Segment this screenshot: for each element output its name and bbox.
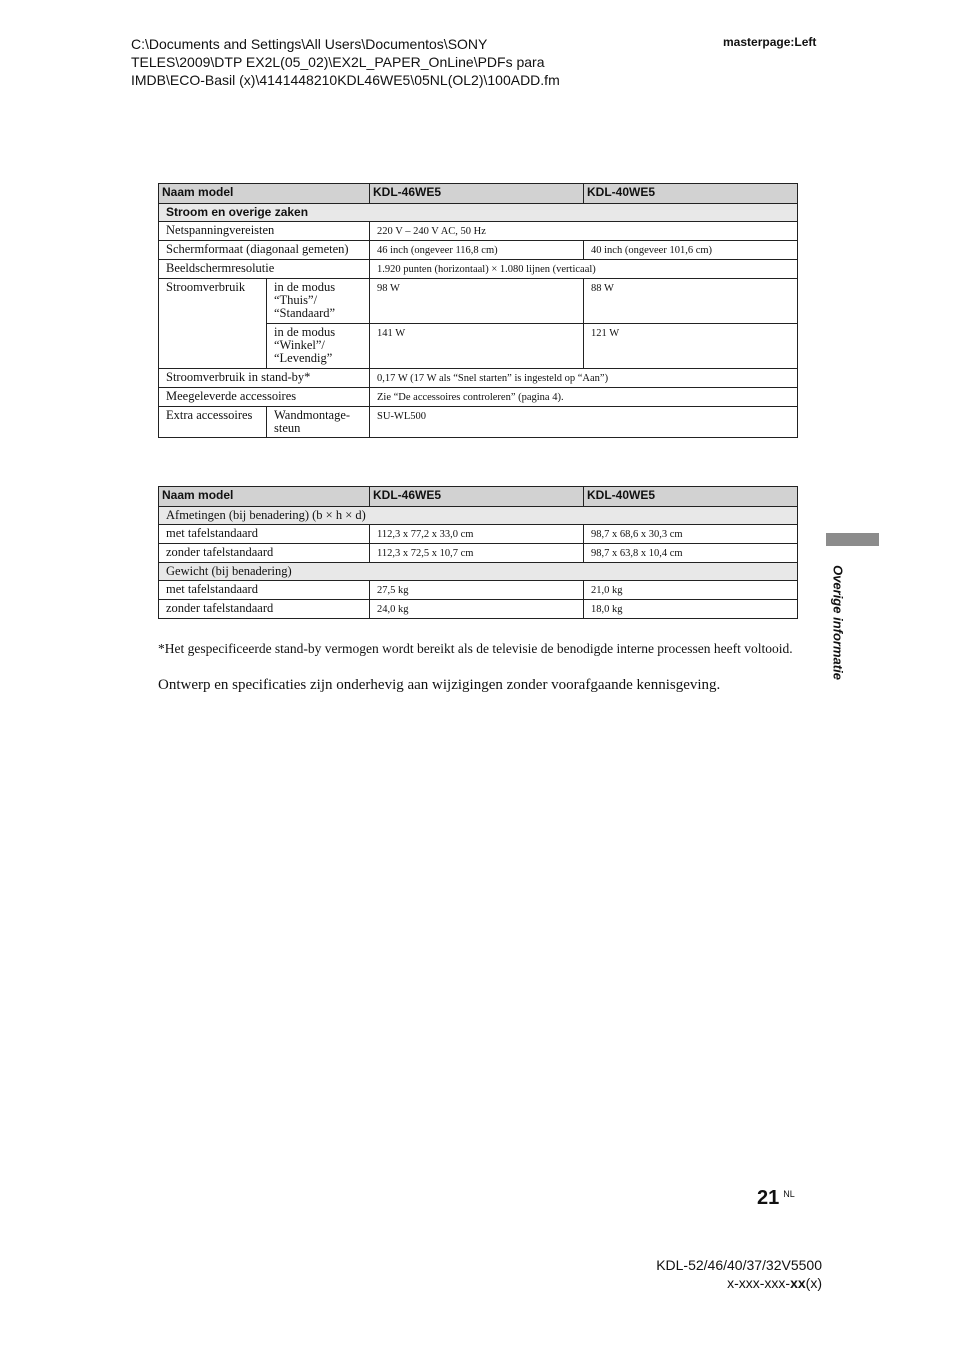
header-kdl40: KDL-40WE5 [584, 184, 798, 204]
page-number-value: 21 [757, 1187, 780, 1209]
row-label: Stroomverbruik in stand-by* [159, 369, 370, 388]
model-numbers: KDL-52/46/40/37/32V5500 [656, 1257, 822, 1273]
power-spec-table [158, 183, 798, 438]
side-tab-marker [826, 533, 879, 546]
dimensions-spec-table [158, 486, 798, 619]
table-row [159, 369, 798, 388]
value-kdl46: 112,3 x 72,5 x 10,7 cm [370, 544, 584, 563]
value-kdl40: 88 W [584, 279, 798, 324]
value-kdl46: 24,0 kg [370, 600, 584, 619]
code-prefix: x-xxx-xxx- [727, 1275, 791, 1291]
table-header-row [159, 184, 798, 204]
header-kdl46: KDL-46WE5 [370, 487, 584, 507]
section-row [159, 204, 798, 222]
code-bold: xx [790, 1275, 806, 1291]
page-language: NL [783, 1189, 795, 1199]
mode-label [267, 279, 370, 324]
table-row [159, 407, 798, 438]
path-line: TELES\2009\DTP EX2L(05_02)\EX2L_PAPER_OnLine\PDFs para [131, 54, 545, 70]
row-value: 1.920 punten (horizontaal) × 1.080 lijnen (verticaal) [370, 260, 798, 279]
path-line: C:\Documents and Settings\All Users\Documentos\SONY [131, 36, 488, 52]
table-row [159, 241, 798, 260]
row-label: Meegeleverde accessoires [159, 388, 370, 407]
table-row [159, 581, 798, 600]
table-row [159, 388, 798, 407]
code-suffix: (x) [805, 1275, 822, 1291]
row-label: met tafelstandaard [159, 581, 370, 600]
section-title: Stroom en overige zaken [159, 204, 798, 222]
row-value: SU-WL500 [370, 407, 798, 438]
row-label: Schermformaat (diagonaal gemeten) [159, 241, 370, 260]
value-kdl40: 18,0 kg [584, 600, 798, 619]
sub-label [267, 407, 370, 438]
value-kdl40: 98,7 x 68,6 x 30,3 cm [584, 525, 798, 544]
value-kdl46: 27,5 kg [370, 581, 584, 600]
row-label: Beeldschermresolutie [159, 260, 370, 279]
section-row [159, 563, 798, 581]
document-code [656, 1274, 822, 1292]
mode-line: in de modus [274, 280, 336, 294]
section-title: Gewicht (bij benadering) [159, 563, 798, 581]
table-row [159, 544, 798, 563]
row-label: zonder tafelstandaard [159, 600, 370, 619]
section-title: Afmetingen (bij benadering) (b × h × d) [159, 507, 798, 525]
value-kdl40: 40 inch (ongeveer 101,6 cm) [584, 241, 798, 260]
value-kdl40: 98,7 x 63,8 x 10,4 cm [584, 544, 798, 563]
table-row [159, 222, 798, 241]
value-kdl46: 112,3 x 77,2 x 33,0 cm [370, 525, 584, 544]
row-label: Extra accessoires [159, 407, 267, 438]
disclaimer: Ontwerp en specificaties zijn onderhevig aan wijzigingen zonder voorafgaande kennisgeving. [158, 677, 721, 693]
side-tab-label: Overige informatie [830, 565, 846, 680]
masterpage-label: masterpage:Left [723, 35, 817, 49]
row-label: met tafelstandaard [159, 525, 370, 544]
value-kdl46: 46 inch (ongeveer 116,8 cm) [370, 241, 584, 260]
section-row [159, 507, 798, 525]
standby-footnote: *Het gespecificeerde stand-by vermogen wordt bereikt als de televisie de benodigde interne processen heeft voltooid. [158, 641, 793, 656]
table-row [159, 260, 798, 279]
page-number [757, 1187, 795, 1210]
value-kdl40: 121 W [584, 324, 798, 369]
path-line: IMDB\ECO-Basil (x)\4141448210KDL46WE5\05NL(OL2)\100ADD.fm [131, 72, 560, 88]
value-kdl46: 141 W [370, 324, 584, 369]
header-model-name: Naam model [159, 184, 370, 204]
mode-line: “Winkel”/ [274, 338, 325, 352]
row-label: zonder tafelstandaard [159, 544, 370, 563]
mode-line: “Thuis”/ [274, 293, 318, 307]
value-kdl40: 21,0 kg [584, 581, 798, 600]
header-kdl46: KDL-46WE5 [370, 184, 584, 204]
row-value: 0,17 W (17 W als “Snel starten” is ingesteld op “Aan”) [370, 369, 798, 388]
table-header-row [159, 487, 798, 507]
table-row [159, 525, 798, 544]
row-value: 220 V – 240 V AC, 50 Hz [370, 222, 798, 241]
footer-model [656, 1256, 822, 1292]
table-row [159, 600, 798, 619]
document-path [131, 35, 651, 89]
header-model-name: Naam model [159, 487, 370, 507]
table-row [159, 279, 798, 324]
mode-line: in de modus [274, 325, 336, 339]
mode-line: “Standaard” [274, 306, 336, 320]
header-kdl40: KDL-40WE5 [584, 487, 798, 507]
row-value: Zie “De accessoires controleren” (pagina 4). [370, 388, 798, 407]
sub-line: Wandmontage- [274, 408, 351, 422]
value-kdl46: 98 W [370, 279, 584, 324]
mode-line: “Levendig” [274, 351, 333, 365]
row-label: Netspanningvereisten [159, 222, 370, 241]
sub-line: steun [274, 421, 301, 435]
mode-label [267, 324, 370, 369]
row-label: Stroomverbruik [159, 279, 267, 369]
